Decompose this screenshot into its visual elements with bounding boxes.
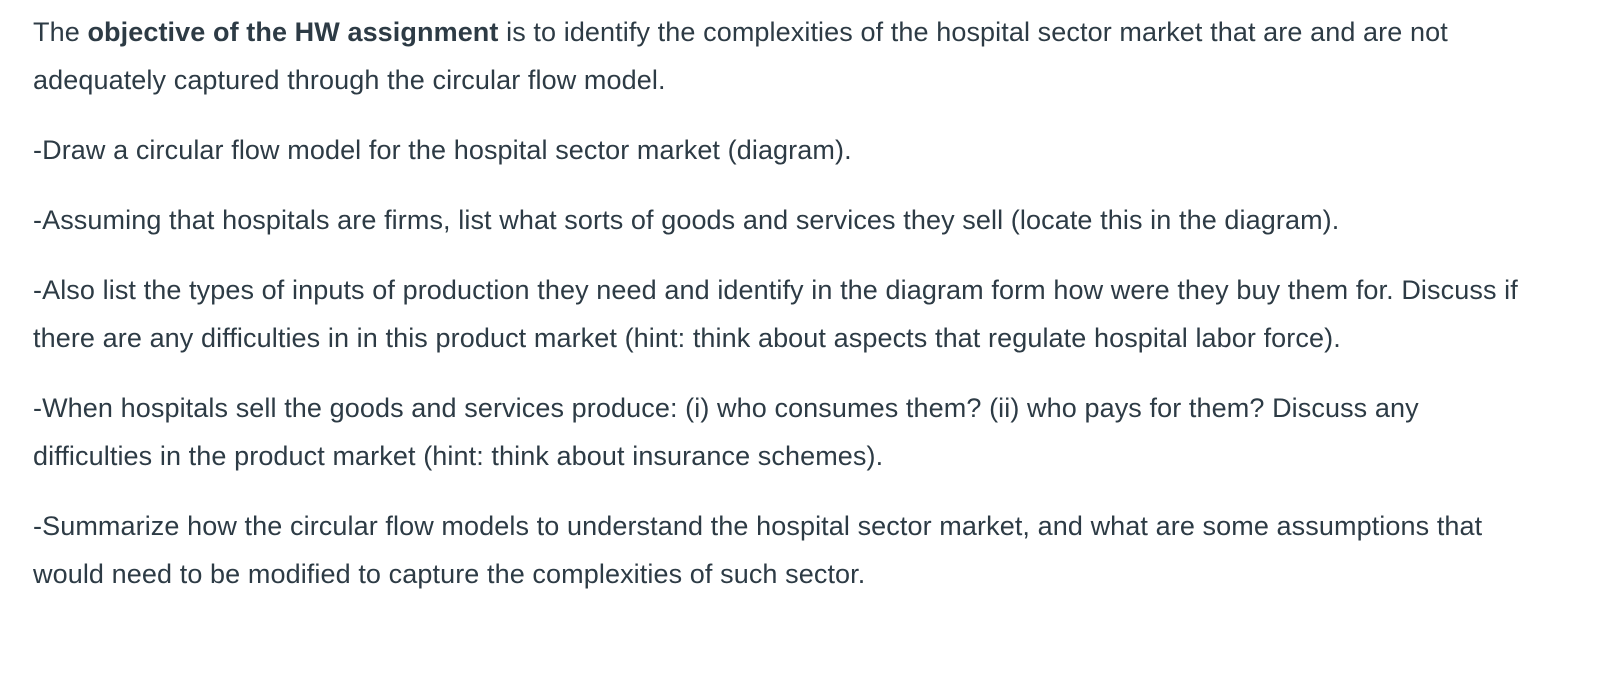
paragraph-task-2: -Assuming that hospitals are firms, list what sorts of goods and services they sell (locate this in the diagram). xyxy=(33,205,1340,235)
paragraph-objective xyxy=(33,8,1542,104)
objective-emphasis-text: objective of the HW assignment xyxy=(87,17,499,47)
objective-rest-text: is to identify the complexities of the hospital sector market that are and are not adequately captured through the circular flow model. xyxy=(33,17,1448,95)
objective-lead-text: The xyxy=(33,17,88,47)
paragraph-task-4: -When hospitals sell the goods and services produce: (i) who consumes them? (ii) who pays for them? Discuss any difficulties in the product market (hint: think about insurance schemes). xyxy=(33,393,1419,471)
paragraph-task-1: -Draw a circular flow model for the hospital sector market (diagram). xyxy=(33,135,852,165)
paragraph-task-3: -Also list the types of inputs of production they need and identify in the diagram form how were they buy them for. Discuss if there are any difficulties in in this product market (hint: think about aspects that regulate hospital labor force). xyxy=(33,275,1518,353)
paragraph-task-5: -Summarize how the circular flow models to understand the hospital sector market, and what are some assumptions that would need to be modified to capture the complexities of such sector. xyxy=(33,511,1483,589)
